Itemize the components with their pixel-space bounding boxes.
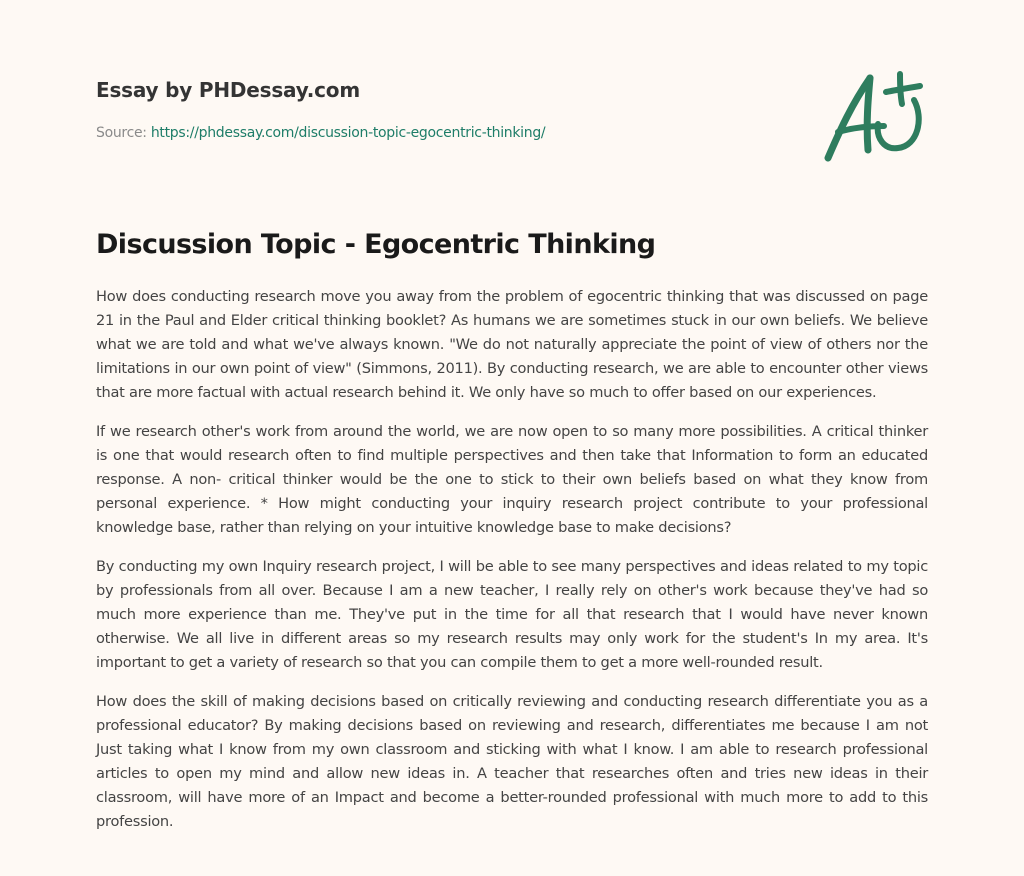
essay-paragraph: How does the skill of making decisions based on critically reviewing and conducting research differentiate you as a professional educator? By making decisions based on reviewing and research, differentiates me because I am not Just taking what I know from my own classroom and sticking with what I know. I am able to research professional articles to open my mind and allow new ideas in. A teacher that researches often and tries new ideas in their classroom, will have more of an Impact and become a better-rounded professional with much more to add to this profession. — [96, 693, 928, 830]
essay-paragraph: How does conducting research move you away from the problem of egocentric thinking that was discussed on page 21 in the Paul and Elder critical thinking booklet? As humans we are sometimes stuck in our own beliefs. We believe what we are told and what we've always known. "We do not naturally appreciate the point of view of others nor the limitations in our own point of view" (Simmons, 2011). By conducting research, we are able to encounter other views that are more factual with actual research behind it. We only have so much to offer based on our experiences. — [96, 288, 928, 401]
source-line — [96, 123, 796, 143]
site-title: Essay by PHDessay.com — [96, 78, 360, 102]
essay-paragraph: If we research other's work from around the world, we are now open to so many more possibilities. A critical thinker is one that would research often to find multiple perspectives and then take that Information to form an educated response. A non- critical thinker would be the one to stick to their own beliefs based on what they know from personal experience. * How might conducting your inquiry research project contribute to your professional knowledge base, rather than relying on your intuitive knowledge base to make decisions? — [96, 423, 928, 536]
a-plus-grade-icon — [818, 68, 930, 164]
essay-title: Discussion Topic - Egocentric Thinking — [96, 229, 656, 260]
source-label: Source: — [96, 125, 147, 141]
essay-header — [96, 76, 796, 143]
essay-paragraph: By conducting my own Inquiry research project, I will be able to see many perspectives and ideas related to my topic by professionals from all over. Because I am a new teacher, I really rely on other's work because they've had so much more experience than me. They've put in the time for all that research that I would have never known otherwise. We all live in different areas so my research results may only work for the student's In my area. It's important to get a variety of research so that you can compile them to get a more well-rounded result. — [96, 558, 928, 671]
source-link[interactable]: https://phdessay.com/discussion-topic-egocentric-thinking/ — [150, 125, 546, 141]
essay-body — [96, 285, 928, 849]
